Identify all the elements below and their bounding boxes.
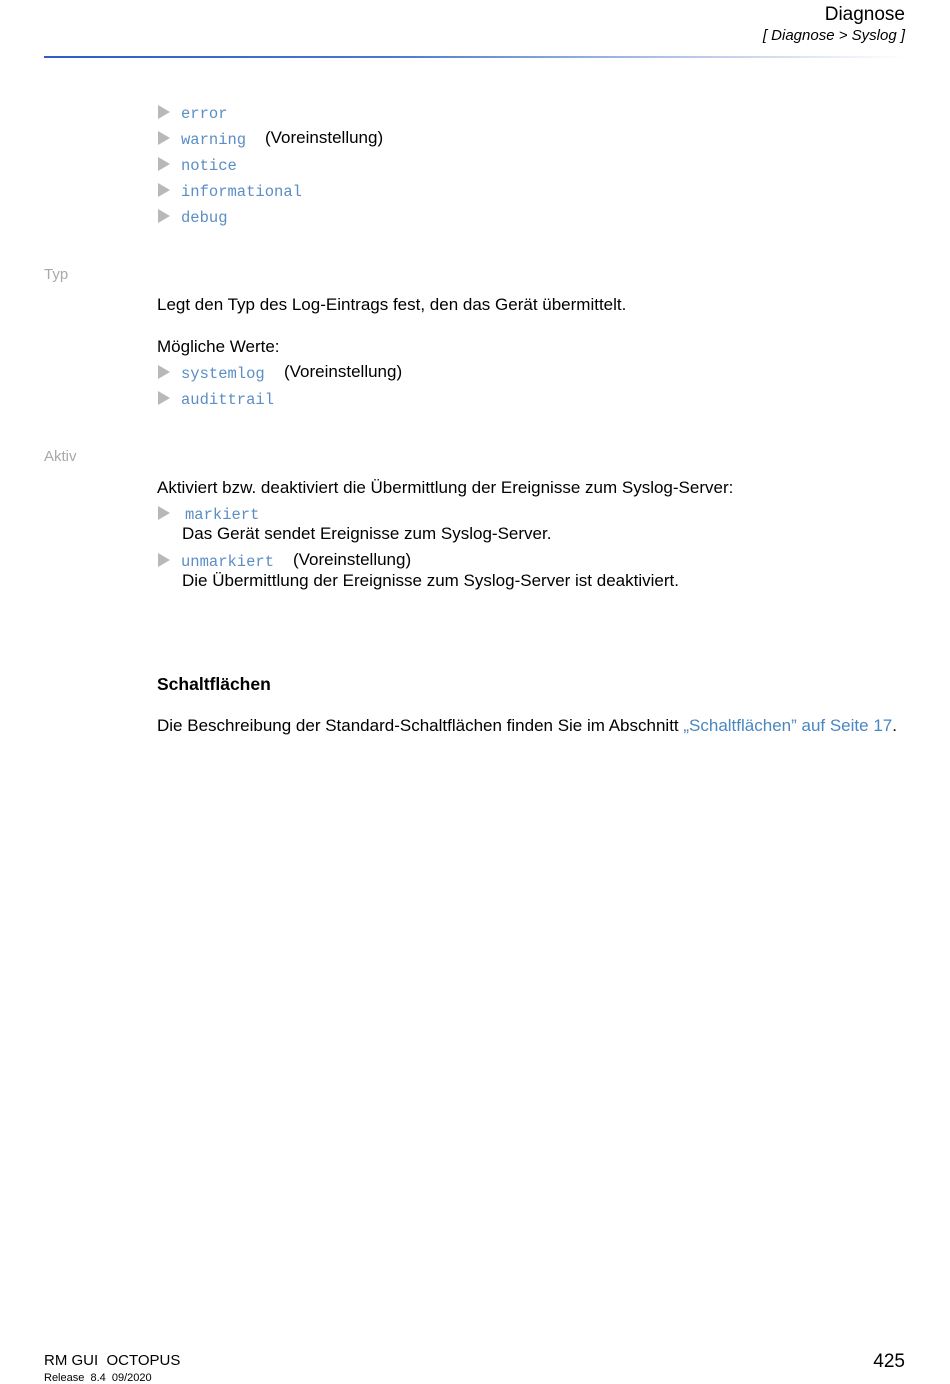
section-title-schaltflaechen: Schaltflächen	[157, 674, 271, 694]
buttons-reference-text	[157, 716, 897, 736]
page-number: 425	[873, 1351, 905, 1372]
typ-description: Legt den Typ des Log-Eintrags fest, den das Gerät übermittelt.	[157, 295, 627, 314]
possible-values-label: Mögliche Werte:	[157, 337, 280, 356]
value-audittrail: audittrail	[181, 391, 275, 409]
default-note: (Voreinstellung)	[293, 550, 412, 569]
default-note: (Voreinstellung)	[265, 128, 384, 147]
page-header-title: Diagnose	[824, 4, 905, 25]
default-note: (Voreinstellung)	[284, 362, 403, 381]
parameter-label-aktiv: Aktiv	[44, 448, 77, 465]
value-notice: notice	[181, 157, 237, 175]
bullet-triangle-icon	[158, 391, 170, 405]
reference-end: .	[892, 716, 897, 735]
reference-text: Die Beschreibung der Standard-Schaltflächen finden Sie im Abschnitt	[157, 716, 684, 735]
value-systemlog: systemlog	[181, 365, 265, 383]
markiert-detail: Das Gerät sendet Ereignisse zum Syslog-Server.	[182, 524, 552, 543]
bullet-triangle-icon	[158, 131, 170, 145]
footer-release: Release 8.4 09/2020	[44, 1372, 152, 1384]
bullet-triangle-icon	[158, 506, 170, 520]
bullet-triangle-icon	[158, 105, 170, 119]
unmarkiert-detail: Die Übermittlung der Ereignisse zum Syslog-Server ist deaktiviert.	[182, 571, 679, 590]
value-warning: warning	[181, 131, 247, 149]
value-unmarkiert: unmarkiert	[181, 553, 275, 571]
header-divider	[44, 56, 906, 58]
aktiv-description: Aktiviert bzw. deaktiviert die Übermittlung der Ereignisse zum Syslog-Server:	[157, 478, 734, 497]
footer-product: RM GUI OCTOPUS	[44, 1352, 181, 1369]
bullet-triangle-icon	[158, 183, 170, 197]
cross-reference-link[interactable]: „Schaltflächen” auf Seite 17	[683, 716, 893, 735]
breadcrumb: [ Diagnose > Syslog ]	[762, 27, 905, 44]
bullet-triangle-icon	[158, 209, 170, 223]
bullet-triangle-icon	[158, 365, 170, 379]
value-error: error	[181, 105, 228, 123]
bullet-triangle-icon	[158, 553, 170, 567]
parameter-label-typ: Typ	[44, 266, 69, 283]
value-debug: debug	[181, 209, 228, 227]
value-markiert: markiert	[185, 506, 260, 524]
value-informational: informational	[181, 183, 302, 201]
bullet-triangle-icon	[158, 157, 170, 171]
